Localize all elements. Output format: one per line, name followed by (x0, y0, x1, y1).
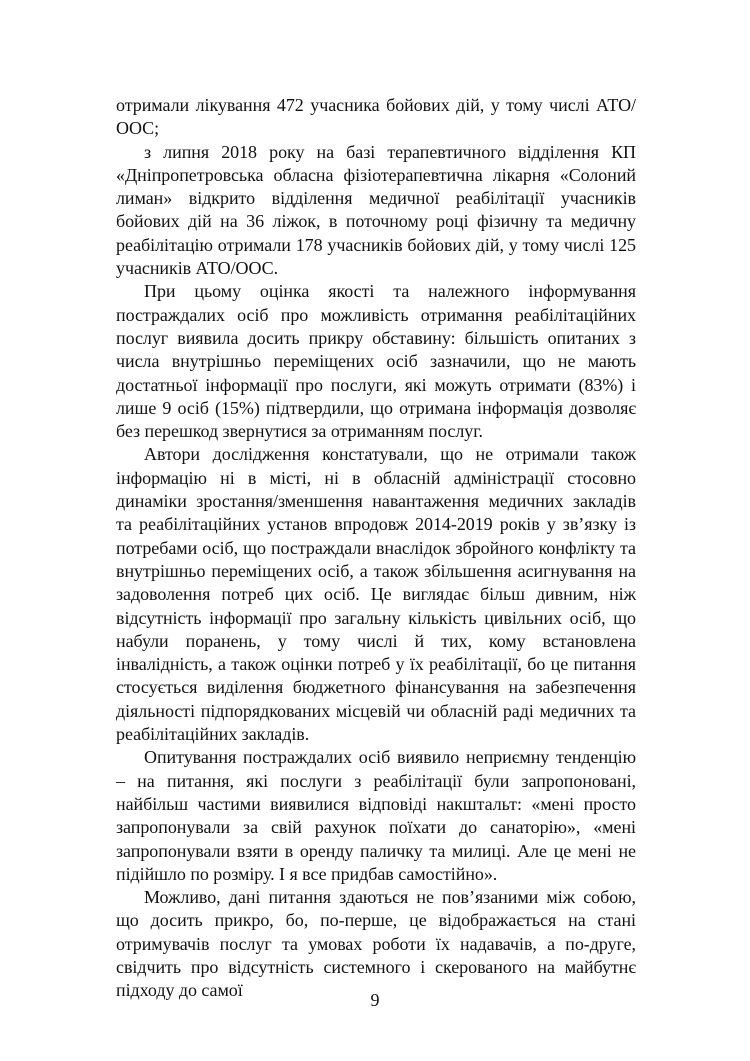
paragraph-5: Опитування постраждалих осіб виявило неприємну тенденцію – на питання, які послуги з реабілітації були запропоновані, найбільш частими виявилися відповіді накштальт: «мені просто запропонували за свій рахунок поїхати до санаторію», «мені запропонували взяти в оренду паличку та милиці. Але це мені не підійшло по розміру. І я все придбав самостійно». (116, 747, 636, 884)
paragraph-2: з липня 2018 року на базі терапевтичного відділення КП «Дніпропетровська обласна фізіотерапевтична лікарня «Солоний лиман» відкрито відділення медичної реабілітації учасників бойових дій на 36 ліжок, в поточному році фізичну та медичну реабілітацію отримали 178 учасників бойових дій, у тому числі 125 учасників АТО/ООС. (116, 141, 636, 279)
paragraph-4: Автори дослідження констатували, що не отримали також інформацію ні в місті, ні в обласній адміністрації стосовно динаміки зростання/зменшення навантаження медичних закладів та реабілітаційних установ впродовж 2014-2019 років у зв’язку із потребами осіб, що постраждали внаслідок збройного конфлікту та внутрішньо переміщених осіб, а також збільшення асигнування на задоволення потреб цих осіб. Це виглядає більш дивним, ніж відсутність інформації про загальну кількість цивільних осіб, що набули поранень, у тому числі й тих, кому встановлена інвалідність, а також оцінки потреб у їх реабілітації, бо це питання стосується виділення бюджетного фінансування на забезпечення діяльності підпорядкованих місцевій чи обласній раді медичних та реабілітаційних закладів. (116, 444, 636, 745)
paragraph-3: При цьому оцінка якості та належного інформування постраждалих осіб про можливість отримання реабілітаційних послуг виявила досить прикру обставину: більшість опитаних з числа внутрішньо переміщених осіб зазначили, що не мають достатньої інформації про послуги, які можуть отримати (83%) і лише 9 осіб (15%) підтвердили, що отримана інформація дозволяє без перешкод звернутися за отриманням послуг. (116, 281, 636, 442)
paragraph-1: отримали лікування 472 учасника бойових дій, у тому числі АТО/ООС; (116, 95, 636, 139)
paragraph-6: Можливо, дані питання здаються не пов’язаними між собою, що досить прикро, бо, по-перше, це відображається на стані отримувачів послуг та умовах роботи їх надавачів, а по-друге, свідчить про відсутність системного і скерованого на майбутнє підходу до самої (116, 887, 636, 1001)
body-text (116, 94, 636, 1003)
page-number: 9 (370, 990, 380, 1010)
